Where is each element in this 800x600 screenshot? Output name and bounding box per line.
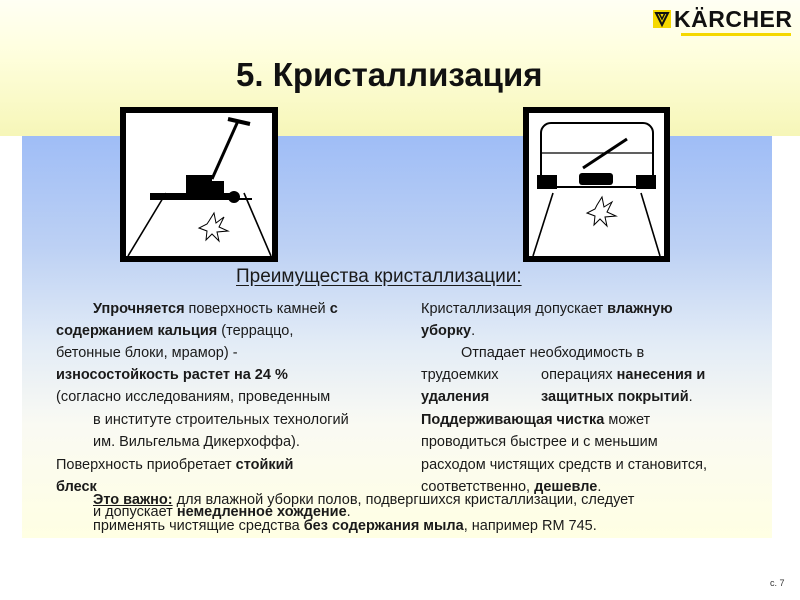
left-line-5: (согласно исследованиям, проведенным bbox=[56, 389, 331, 405]
important-note-line-2: применять чистящие средства без содержания мыла, например RM 745. bbox=[93, 518, 597, 534]
left-line-10: и допускает немедленное хождение. bbox=[93, 504, 351, 520]
left-line-6: в институте строительных технологий bbox=[93, 412, 349, 428]
right-line-8: расходом чистящих средств и становится, bbox=[421, 457, 707, 473]
right-line-4b: операциях нанесения и bbox=[541, 367, 706, 383]
left-line-4: износостойкость растет на 24 % bbox=[56, 367, 288, 383]
right-line-2: уборку. bbox=[421, 323, 476, 339]
floor-machine-icon bbox=[126, 113, 272, 256]
left-line-2: содержанием кальция (терраццо, bbox=[56, 323, 294, 339]
right-line-7: проводиться быстрее и с меньшим bbox=[421, 434, 658, 450]
left-line-8: Поверхность приобретает стойкий bbox=[56, 457, 294, 473]
karcher-emblem-icon bbox=[653, 10, 671, 28]
ride-on-machine-illustration bbox=[523, 107, 670, 262]
page-title: 5. Кристаллизация bbox=[236, 56, 543, 93]
right-line-5b: защитных покрытий. bbox=[541, 389, 693, 405]
right-line-9: соответственно, дешевле. bbox=[421, 479, 602, 495]
karcher-logo bbox=[653, 6, 793, 32]
important-note-line-1: Это важно: для влажной уборки полов, подвергшихся кристаллизации, следует bbox=[93, 492, 635, 508]
left-line-3: бетонные блоки, мрамор) - bbox=[56, 345, 238, 361]
advantages-heading: Преимущества кристаллизации: bbox=[236, 266, 522, 287]
right-line-4a: трудоемких bbox=[421, 367, 499, 383]
page-number: с. 7 bbox=[770, 578, 785, 588]
brand-name: KÄRCHER bbox=[674, 5, 793, 32]
left-line-9: блеск bbox=[56, 479, 97, 495]
logo-underline bbox=[681, 33, 791, 36]
left-line-1: Упрочняется поверхность камней с bbox=[93, 301, 338, 317]
right-line-1: Кристаллизация допускает влажную bbox=[421, 301, 673, 317]
right-line-5a: удаления bbox=[421, 389, 490, 405]
left-line-7: им. Вильгельма Дикерхоффа). bbox=[93, 434, 300, 450]
right-line-3: Отпадает необходимость в bbox=[461, 345, 645, 361]
ride-on-machine-icon bbox=[529, 113, 664, 256]
right-line-6: Поддерживающая чистка может bbox=[421, 412, 651, 428]
floor-machine-illustration bbox=[120, 107, 278, 262]
